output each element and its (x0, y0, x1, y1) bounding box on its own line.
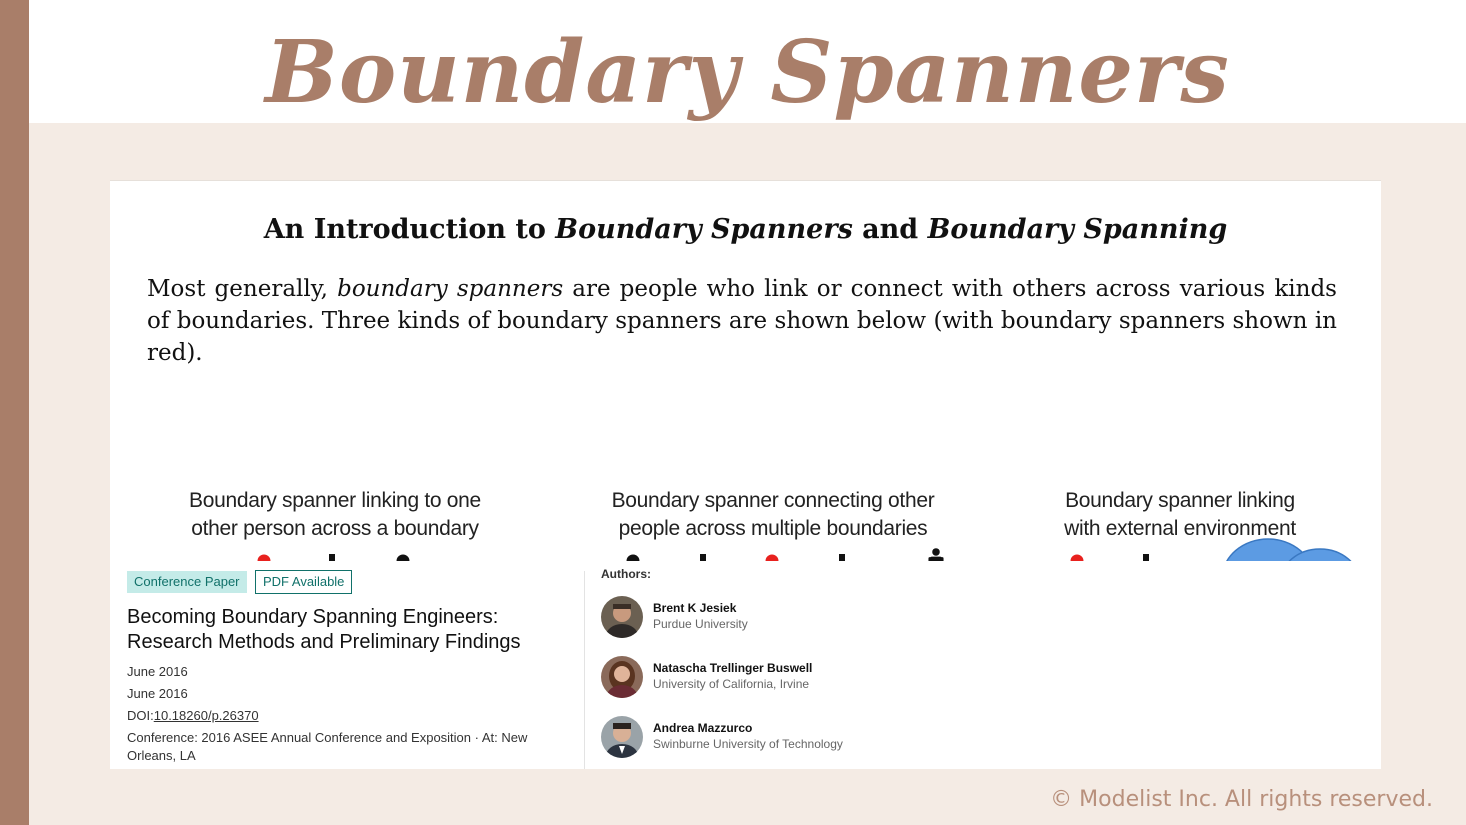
intro-title-and: and (852, 214, 928, 245)
paper-title-line: Becoming Boundary Spanning Engineers: (127, 606, 499, 628)
intro-body-em: boundary spanners (337, 276, 564, 302)
caption-line: Boundary spanner linking (1065, 489, 1295, 512)
avatar (601, 656, 643, 698)
conference-paper-badge: Conference Paper (127, 571, 247, 593)
paper-date: June 2016 (127, 664, 188, 679)
caption-one-boundary (160, 487, 510, 543)
author-institution: Swinburne University of Technology (653, 737, 843, 751)
paper-title-line: Research Methods and Preliminary Findings (127, 631, 521, 653)
caption-line: other person across a boundary (191, 517, 479, 540)
authors-label: Authors: (601, 567, 651, 581)
spanner-person-icon (1064, 555, 1090, 562)
caption-line: Boundary spanner connecting other (611, 489, 935, 512)
caption-line: with external environment (1064, 517, 1296, 540)
boundary-line (700, 554, 706, 561)
paper-title[interactable] (127, 605, 567, 655)
author-name[interactable]: Brent K Jesiek (653, 601, 737, 615)
content-panel (110, 180, 1381, 769)
caption-external-environment (1030, 487, 1330, 543)
author-institution: Purdue University (653, 617, 748, 631)
author-entry[interactable] (601, 656, 1001, 700)
intro-title-em-spanners: Boundary Spanners (555, 214, 853, 245)
person-icon (620, 555, 646, 562)
intro-title-text: An Introduction to (263, 214, 556, 245)
author-entry[interactable] (601, 716, 1001, 760)
spanner-person-icon (251, 555, 277, 562)
column-divider (584, 571, 585, 769)
boundary-line (1143, 554, 1149, 561)
slide-title: Boundary Spanners (265, 22, 1230, 123)
paper-doi (127, 707, 567, 725)
paper-date: June 2016 (127, 686, 188, 701)
left-accent-bar (0, 0, 29, 825)
intro-body-start: Most generally, (147, 276, 338, 302)
boundary-line (839, 554, 845, 561)
spanner-person-icon (759, 555, 785, 562)
author-institution: University of California, Irvine (653, 677, 810, 691)
copyright-notice: © Modelist Inc. All rights reserved. (1050, 787, 1433, 812)
small-person-icon (928, 548, 943, 561)
person-icon (390, 555, 416, 562)
boundary-line (329, 554, 335, 561)
intro-body (147, 273, 1337, 369)
intro-title (110, 214, 1381, 245)
author-entry[interactable] (601, 596, 1001, 640)
intro-body-rest: are people who link or connect with others across various kinds of boundaries. Three kinds of boundary spanners are shown below (with boundary spanners shown in red). (147, 276, 1337, 366)
doi-link[interactable]: 10.18260/p.26370 (153, 708, 259, 723)
paper-conference: Conference: 2016 ASEE Annual Conference and Exposition · At: New Orleans, LA (127, 730, 528, 763)
intro-title-em-spanning: Boundary Spanning (927, 214, 1228, 245)
paper-info-card (110, 563, 1381, 769)
avatar (601, 716, 643, 758)
doi-label: DOI: (127, 708, 154, 723)
caption-line: people across multiple boundaries (618, 517, 928, 540)
caption-line: Boundary spanner linking to one (189, 489, 481, 512)
author-name[interactable]: Andrea Mazzurco (653, 721, 753, 735)
caption-multiple-boundaries (590, 487, 956, 543)
avatar (601, 596, 643, 638)
pdf-available-badge[interactable]: PDF Available (255, 570, 352, 594)
author-name[interactable]: Natascha Trellinger Buswell (653, 661, 813, 675)
